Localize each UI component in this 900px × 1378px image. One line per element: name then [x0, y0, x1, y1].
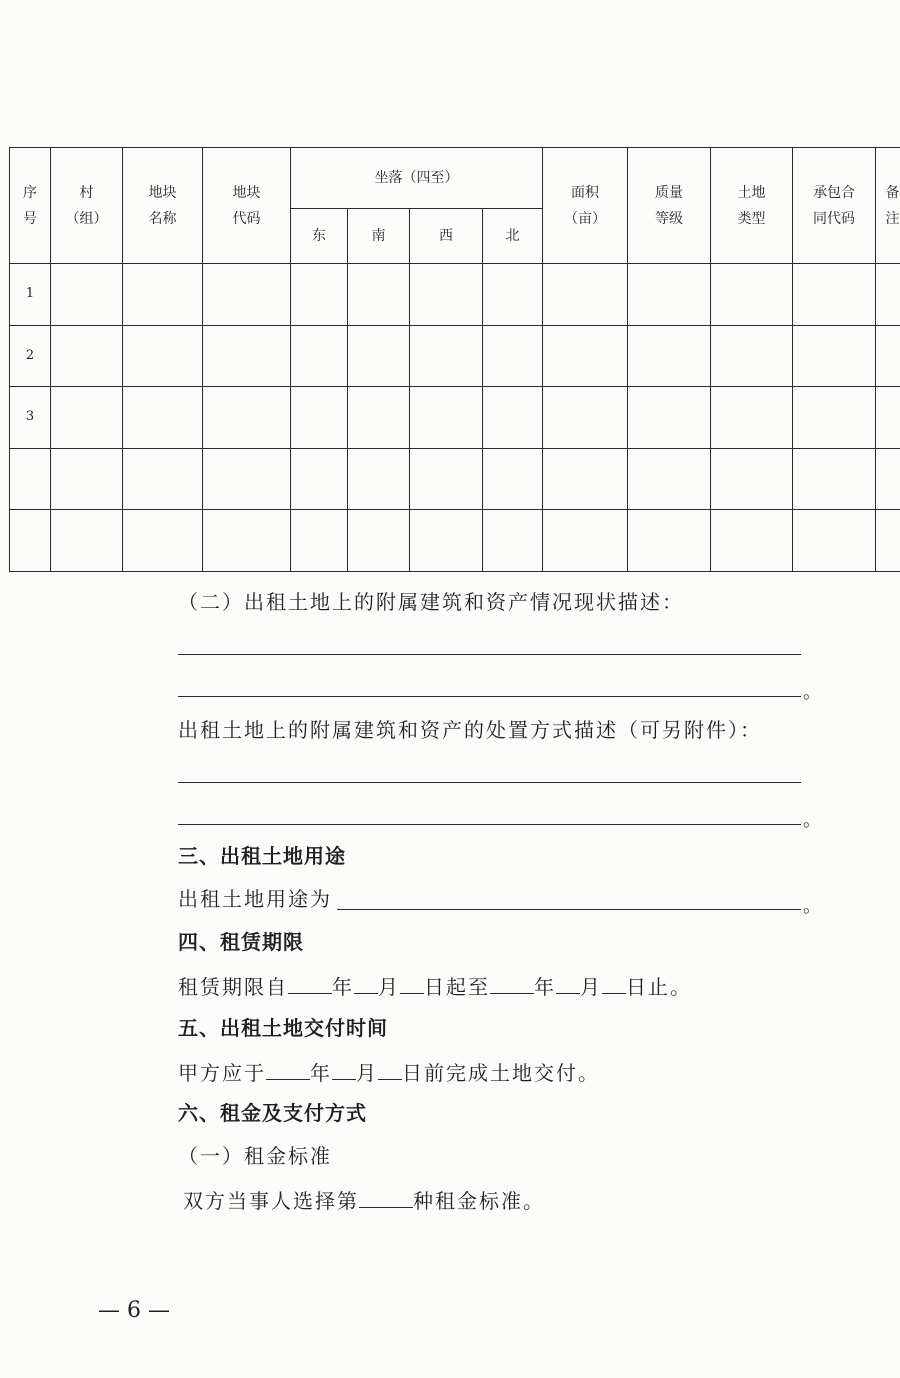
header-east: 东: [291, 209, 348, 264]
table-cell[interactable]: [348, 387, 410, 449]
table-cell[interactable]: [876, 325, 900, 387]
table-cell[interactable]: [876, 264, 900, 326]
table-row: [10, 510, 900, 572]
row-seq: [10, 448, 51, 510]
section-5-heading: 五、出租土地交付时间: [178, 1016, 388, 1040]
end-year-field[interactable]: [490, 971, 534, 994]
table-cell[interactable]: [410, 264, 483, 326]
land-use-label: 出租土地用途为: [178, 887, 332, 911]
rent-standard-choice-line: 双方当事人选择第 种租金标准。: [183, 1185, 545, 1215]
table-cell[interactable]: [628, 448, 711, 510]
delivery-year-field[interactable]: [266, 1057, 310, 1080]
table-cell[interactable]: [711, 387, 793, 449]
table-cell[interactable]: [628, 264, 711, 326]
land-use-line: [178, 885, 332, 913]
table-cell[interactable]: [628, 510, 711, 572]
header-seq: 序 号: [10, 148, 51, 264]
table-cell[interactable]: [291, 264, 348, 326]
assets-description-label: （二）出租土地上的附属建筑和资产情况现状描述：: [178, 590, 684, 614]
table-cell[interactable]: [410, 387, 483, 449]
table-row: [10, 264, 900, 326]
table-cell[interactable]: [543, 387, 628, 449]
table-cell[interactable]: [291, 325, 348, 387]
land-plot-table: [9, 147, 900, 572]
table-cell[interactable]: [543, 264, 628, 326]
period-mark: 。: [803, 682, 821, 703]
assets-disposal-line-1[interactable]: [178, 782, 801, 783]
table-cell[interactable]: [711, 264, 793, 326]
table-cell[interactable]: [628, 387, 711, 449]
table-cell[interactable]: [793, 387, 876, 449]
rent-standard-subheading: （一）租金标准: [178, 1144, 332, 1168]
table-cell[interactable]: [628, 325, 711, 387]
row-seq: 1: [10, 264, 51, 326]
table-cell[interactable]: [123, 325, 203, 387]
table-cell[interactable]: [543, 510, 628, 572]
table-cell[interactable]: [410, 510, 483, 572]
table-cell[interactable]: [793, 264, 876, 326]
table-cell[interactable]: [51, 264, 123, 326]
table-cell[interactable]: [483, 264, 543, 326]
table-cell[interactable]: [483, 325, 543, 387]
assets-description-line-2[interactable]: [178, 696, 801, 697]
table-cell[interactable]: [348, 448, 410, 510]
table-cell[interactable]: [51, 510, 123, 572]
header-south: 南: [348, 209, 410, 264]
table-cell[interactable]: [876, 510, 900, 572]
header-village: 村 （组）: [51, 148, 123, 264]
table-cell[interactable]: [203, 325, 291, 387]
header-west: 西: [410, 209, 483, 264]
table-cell[interactable]: [348, 510, 410, 572]
header-quality: 质量 等级: [628, 148, 711, 264]
end-month-field[interactable]: [556, 971, 580, 994]
row-seq: 2: [10, 325, 51, 387]
table-cell[interactable]: [410, 325, 483, 387]
table-cell[interactable]: [410, 448, 483, 510]
table-cell[interactable]: [123, 387, 203, 449]
table-cell[interactable]: [543, 448, 628, 510]
table-cell[interactable]: [203, 264, 291, 326]
table-cell[interactable]: [711, 448, 793, 510]
end-day-field[interactable]: [602, 971, 626, 994]
section-3-heading: 三、出租土地用途: [178, 844, 346, 868]
start-year-field[interactable]: [288, 971, 332, 994]
delivery-month-field[interactable]: [332, 1057, 356, 1080]
table-row: [10, 387, 900, 449]
assets-disposal-line-2[interactable]: [178, 824, 801, 825]
table-row: [10, 448, 900, 510]
table-cell[interactable]: [483, 448, 543, 510]
header-plot-name: 地块 名称: [123, 148, 203, 264]
table-cell[interactable]: [291, 448, 348, 510]
table-cell[interactable]: [51, 448, 123, 510]
section-4-heading: 四、租赁期限: [178, 930, 304, 954]
table-cell[interactable]: [793, 448, 876, 510]
lease-term-line: 租赁期限自 年 月 日起至 年 月 日止。: [178, 971, 692, 1001]
table-cell[interactable]: [711, 510, 793, 572]
header-land-type: 土地 类型: [711, 148, 793, 264]
table-cell[interactable]: [793, 325, 876, 387]
header-area: 面积 （亩）: [543, 148, 628, 264]
header-north: 北: [483, 209, 543, 264]
table-cell[interactable]: [123, 510, 203, 572]
table-cell[interactable]: [51, 387, 123, 449]
table-cell[interactable]: [348, 325, 410, 387]
table-row: [10, 325, 900, 387]
table-cell[interactable]: [483, 387, 543, 449]
start-month-field[interactable]: [354, 971, 378, 994]
table-cell[interactable]: [203, 448, 291, 510]
table-cell[interactable]: [123, 264, 203, 326]
start-day-field[interactable]: [400, 971, 424, 994]
table-cell[interactable]: [876, 448, 900, 510]
assets-disposal-label: 出租土地上的附属建筑和资产的处置方式描述（可另附件）：: [178, 718, 762, 742]
header-contract-code: 承包合 同代码: [793, 148, 876, 264]
period-mark: 。: [803, 810, 821, 831]
table-cell[interactable]: [203, 387, 291, 449]
row-seq: 3: [10, 387, 51, 449]
delivery-time-line: 甲方应于 年 月 日前完成土地交付。: [178, 1057, 600, 1087]
table-cell[interactable]: [123, 448, 203, 510]
header-plot-code: 地块 代码: [203, 148, 291, 264]
period-mark: 。: [803, 896, 821, 917]
section-6-heading: 六、租金及支付方式: [178, 1101, 367, 1125]
table-cell[interactable]: [793, 510, 876, 572]
row-seq: [10, 510, 51, 572]
table-cell[interactable]: [291, 510, 348, 572]
header-remark: 备 注: [876, 148, 900, 264]
rent-standard-field[interactable]: [359, 1185, 413, 1208]
page-number: — 6 —: [98, 1298, 170, 1323]
table-cell[interactable]: [51, 325, 123, 387]
table-cell[interactable]: [711, 325, 793, 387]
table-cell[interactable]: [291, 387, 348, 449]
table-cell[interactable]: [348, 264, 410, 326]
land-use-field[interactable]: [337, 909, 801, 910]
delivery-day-field[interactable]: [378, 1057, 402, 1080]
table-cell[interactable]: [543, 325, 628, 387]
table-cell[interactable]: [203, 510, 291, 572]
table-cell[interactable]: [876, 387, 900, 449]
header-location: 坐落（四至）: [291, 148, 543, 209]
table-cell[interactable]: [483, 510, 543, 572]
assets-description-line-1[interactable]: [178, 654, 801, 655]
